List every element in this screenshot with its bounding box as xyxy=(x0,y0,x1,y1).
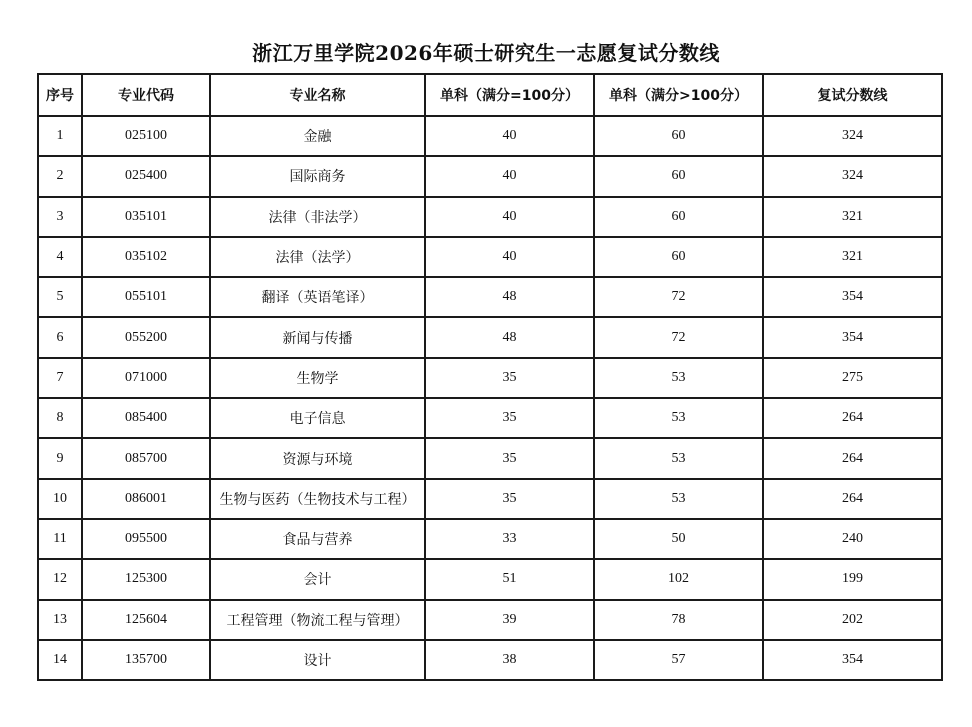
cell-single-100: 40 xyxy=(425,197,594,237)
cell-index: 3 xyxy=(38,197,82,237)
cell-index: 10 xyxy=(38,479,82,519)
cell-single-100: 51 xyxy=(425,559,594,599)
cell-single-gt100: 102 xyxy=(594,559,763,599)
cell-name: 生物与医药（生物技术与工程） xyxy=(210,479,425,519)
cell-code: 085700 xyxy=(82,438,210,478)
cell-single-100: 40 xyxy=(425,116,594,156)
cell-code: 035102 xyxy=(82,237,210,277)
cell-index: 9 xyxy=(38,438,82,478)
cell-total: 324 xyxy=(763,116,942,156)
header-single-gt100: 单科（满分>100分） xyxy=(594,74,763,116)
table-row xyxy=(38,156,942,196)
cell-single-gt100: 72 xyxy=(594,277,763,317)
cell-single-gt100: 60 xyxy=(594,156,763,196)
cell-single-gt100: 60 xyxy=(594,116,763,156)
cell-single-100: 40 xyxy=(425,237,594,277)
header-name: 专业名称 xyxy=(210,74,425,116)
score-table xyxy=(37,73,943,681)
cell-total: 275 xyxy=(763,358,942,398)
cell-code: 025400 xyxy=(82,156,210,196)
cell-total: 321 xyxy=(763,237,942,277)
table-row xyxy=(38,398,942,438)
cell-index: 12 xyxy=(38,559,82,599)
table-row xyxy=(38,640,942,680)
header-code: 专业代码 xyxy=(82,74,210,116)
cell-single-gt100: 53 xyxy=(594,358,763,398)
header-total: 复试分数线 xyxy=(763,74,942,116)
cell-total: 199 xyxy=(763,559,942,599)
cell-single-100: 35 xyxy=(425,398,594,438)
cell-single-gt100: 53 xyxy=(594,479,763,519)
cell-total: 354 xyxy=(763,277,942,317)
table-row xyxy=(38,479,942,519)
cell-total: 321 xyxy=(763,197,942,237)
cell-code: 071000 xyxy=(82,358,210,398)
cell-name: 新闻与传播 xyxy=(210,317,425,357)
table-row xyxy=(38,197,942,237)
cell-code: 135700 xyxy=(82,640,210,680)
cell-total: 264 xyxy=(763,479,942,519)
cell-name: 生物学 xyxy=(210,358,425,398)
cell-single-gt100: 57 xyxy=(594,640,763,680)
cell-index: 2 xyxy=(38,156,82,196)
cell-name: 食品与营养 xyxy=(210,519,425,559)
table-row xyxy=(38,600,942,640)
cell-index: 14 xyxy=(38,640,82,680)
cell-total: 240 xyxy=(763,519,942,559)
cell-name: 会计 xyxy=(210,559,425,599)
cell-single-100: 40 xyxy=(425,156,594,196)
cell-total: 202 xyxy=(763,600,942,640)
cell-code: 085400 xyxy=(82,398,210,438)
cell-single-gt100: 60 xyxy=(594,197,763,237)
cell-single-100: 35 xyxy=(425,438,594,478)
cell-index: 11 xyxy=(38,519,82,559)
cell-single-100: 33 xyxy=(425,519,594,559)
cell-single-gt100: 72 xyxy=(594,317,763,357)
table-header-row xyxy=(38,74,942,116)
cell-total: 354 xyxy=(763,640,942,680)
cell-name: 法律（法学） xyxy=(210,237,425,277)
table-row xyxy=(38,317,942,357)
cell-total: 264 xyxy=(763,438,942,478)
cell-single-100: 35 xyxy=(425,479,594,519)
header-index: 序号 xyxy=(38,74,82,116)
cell-index: 1 xyxy=(38,116,82,156)
header-single-100: 单科（满分=100分） xyxy=(425,74,594,116)
cell-name: 工程管理（物流工程与管理） xyxy=(210,600,425,640)
cell-code: 125604 xyxy=(82,600,210,640)
cell-index: 4 xyxy=(38,237,82,277)
cell-single-100: 48 xyxy=(425,277,594,317)
cell-index: 13 xyxy=(38,600,82,640)
cell-single-gt100: 60 xyxy=(594,237,763,277)
document-title: 浙江万里学院2026年硕士研究生一志愿复试分数线 xyxy=(252,41,720,65)
cell-code: 086001 xyxy=(82,479,210,519)
cell-index: 8 xyxy=(38,398,82,438)
cell-single-100: 38 xyxy=(425,640,594,680)
cell-single-gt100: 53 xyxy=(594,398,763,438)
cell-total: 324 xyxy=(763,156,942,196)
table-row xyxy=(38,237,942,277)
table-row xyxy=(38,559,942,599)
table-row xyxy=(38,438,942,478)
cell-name: 翻译（英语笔译） xyxy=(210,277,425,317)
cell-name: 国际商务 xyxy=(210,156,425,196)
cell-name: 设计 xyxy=(210,640,425,680)
table-row xyxy=(38,358,942,398)
table-row xyxy=(38,519,942,559)
cell-code: 125300 xyxy=(82,559,210,599)
cell-single-gt100: 53 xyxy=(594,438,763,478)
cell-single-gt100: 78 xyxy=(594,600,763,640)
table-row xyxy=(38,277,942,317)
cell-index: 6 xyxy=(38,317,82,357)
table-row xyxy=(38,116,942,156)
cell-single-gt100: 50 xyxy=(594,519,763,559)
cell-index: 5 xyxy=(38,277,82,317)
cell-total: 354 xyxy=(763,317,942,357)
cell-total: 264 xyxy=(763,398,942,438)
cell-name: 法律（非法学） xyxy=(210,197,425,237)
cell-code: 055101 xyxy=(82,277,210,317)
cell-single-100: 39 xyxy=(425,600,594,640)
cell-single-100: 35 xyxy=(425,358,594,398)
cell-index: 7 xyxy=(38,358,82,398)
cell-code: 095500 xyxy=(82,519,210,559)
cell-name: 电子信息 xyxy=(210,398,425,438)
cell-name: 资源与环境 xyxy=(210,438,425,478)
cell-code: 035101 xyxy=(82,197,210,237)
cell-code: 055200 xyxy=(82,317,210,357)
cell-code: 025100 xyxy=(82,116,210,156)
cell-single-100: 48 xyxy=(425,317,594,357)
cell-name: 金融 xyxy=(210,116,425,156)
